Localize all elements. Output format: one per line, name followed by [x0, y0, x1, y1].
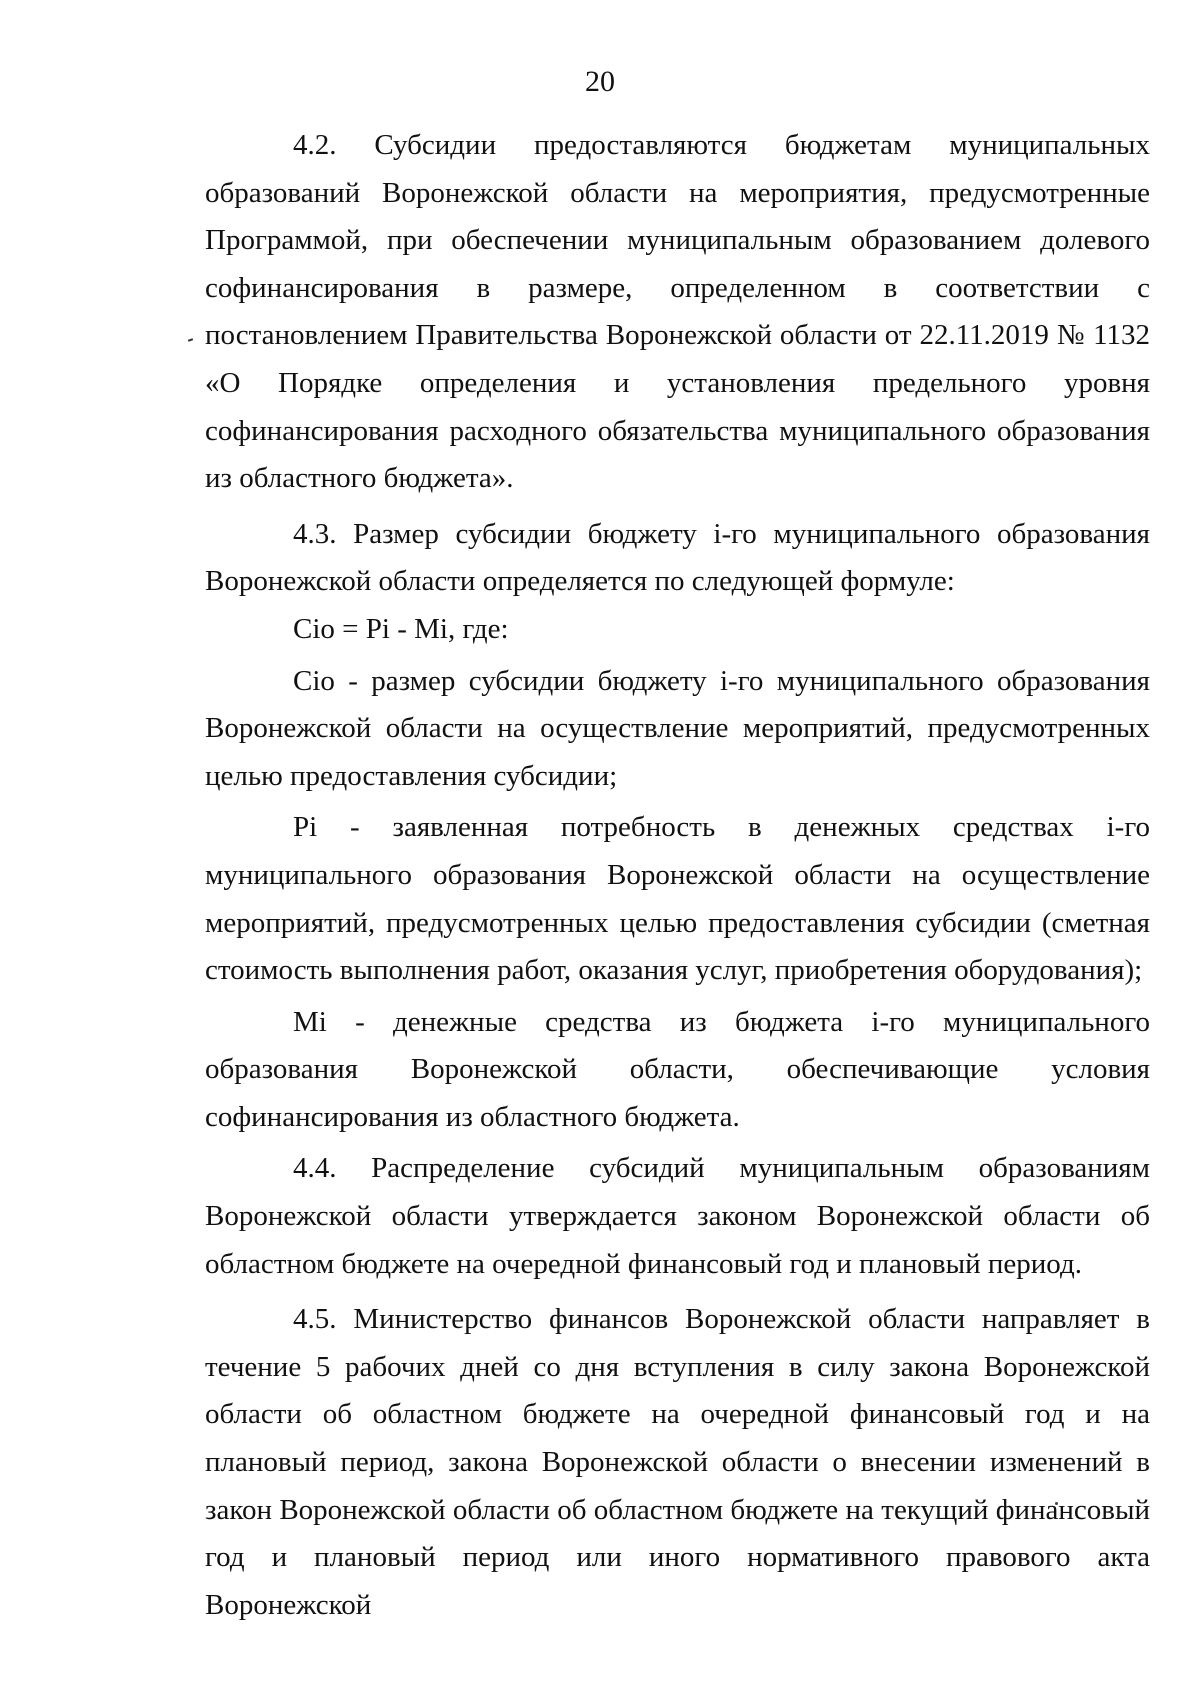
paragraph-4-3: 4.3. Размер субсидии бюджету i-го муниципального образования Воронежской области определяется по следующей формуле: [205, 517, 1150, 598]
definition-pi: Pi - заявленная потребность в денежных средствах i-го муниципального образования Воронежской области на осуществление мероприятий, предусмотренных целью предоставления субсидии (сметная стоимость выполнения работ, оказания услуг, приобретения оборудования); [205, 811, 1150, 987]
document-body [205, 122, 1150, 1629]
definition-cio: Сio - размер субсидии бюджету i-го муниципального образования Воронежской области на осуществление мероприятий, предусмотренных целью предоставления субсидии; [205, 664, 1150, 792]
paragraph-4-4: 4.4. Распределение субсидий муниципальным образованиям Воронежской области утверждается законом Воронежской области об областном бюджете на очередной финансовый год и плановый период. [205, 1152, 1150, 1280]
scan-mark [188, 338, 193, 342]
subsidy-formula: Сio = Pi - Mi, где: [293, 612, 509, 645]
definition-mi: Mi - денежные средства из бюджета i-го муниципального образования Воронежской области, обеспечивающие условия софинансирования из областного бюджета. [205, 1005, 1150, 1133]
page-number: 20 [585, 65, 615, 98]
paragraph-4-2: 4.2. Субсидии предоставляются бюджетам муниципальных образований Воронежской области на мероприятия, предусмотренные Программой, при обеспечении муниципальным образованием долевого софинансирования в размере, определенном в соответствии с постановлением Правительства Воронежской области от 22.11.2019 № 1132 «О Порядке определения и установления предельного уровня софинансирования расходного обязательства муниципального образования из областного бюджета». [205, 129, 1150, 495]
paragraph-4-5: 4.5. Министерство финансов Воронежской области направляет в течение 5 рабочих дней со дня вступления в силу закона Воронежской области об областном бюджете на очередной финансовый год и на плановый период, закона Воронежской области о внесении изменений в закон Воронежской области об областном бюджете на текущий финансовый год и плановый период или иного нормативного правового акта Воронежской [205, 1303, 1150, 1621]
